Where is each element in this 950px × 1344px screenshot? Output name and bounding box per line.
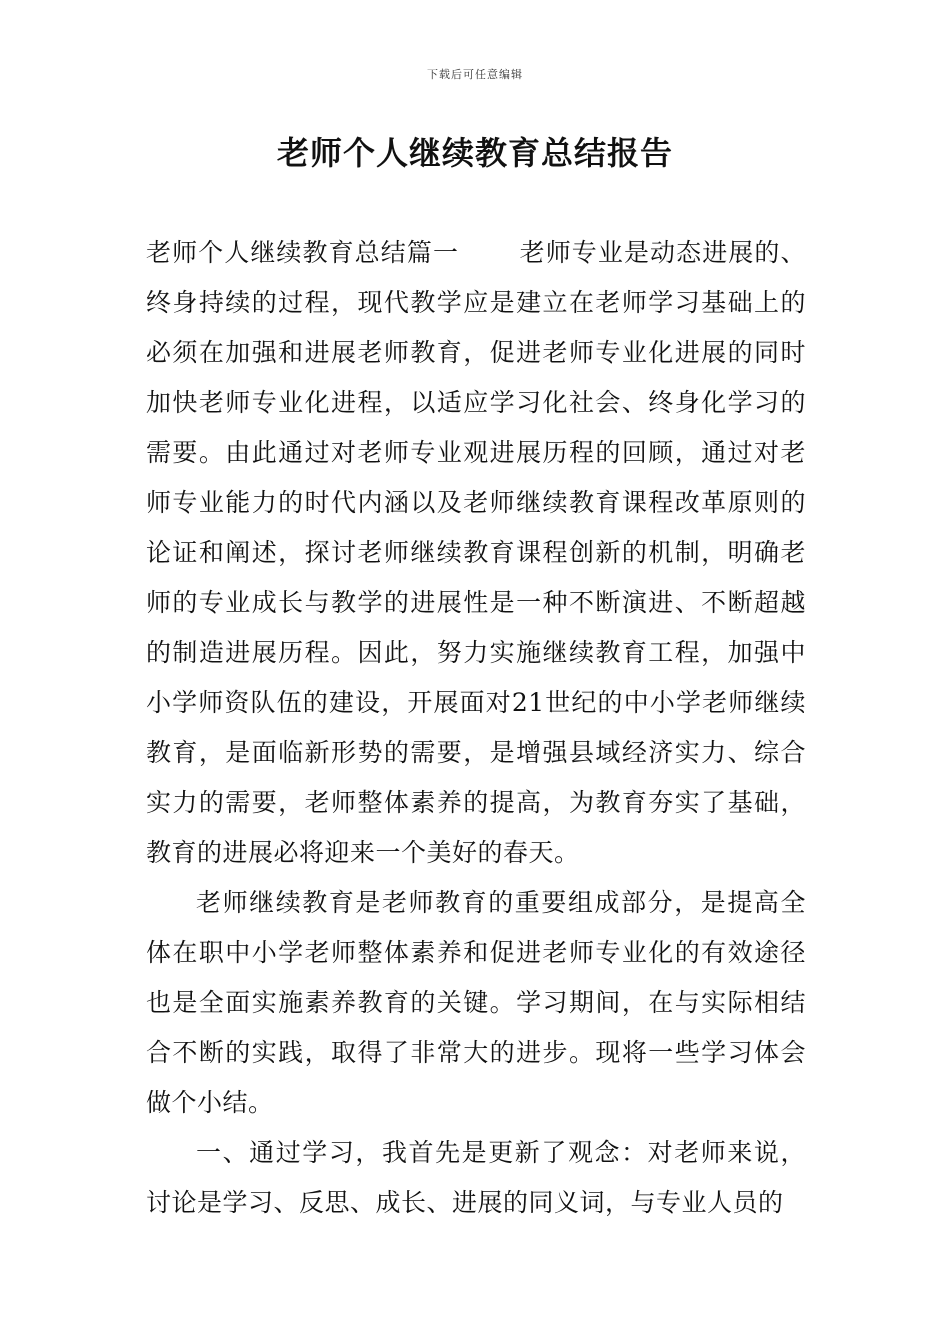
paragraph-1 [146,228,806,878]
paragraph-2: 老师继续教育是老师教育的重要组成部分，是提高全体在职中小学老师整体素养和促进老师专业化的有效途径也是全面实施素养教育的关键。学习期间，在与实际相结合不断的实践，取得了非常大的进步。现将一些学习体会做个小结。 [146,888,806,1117]
section-heading: 老师个人继续教育总结篇一 [146,238,460,267]
document-title: 老师个人继续教育总结报告 [276,134,673,172]
paragraph-3: 一、通过学习，我首先是更新了观念：对老师来说，讨论是学习、反思、成长、进展的同义词，与专业人员的 [146,1138,806,1217]
paragraph-1-text: 老师专业是动态进展的、终身持续的过程，现代教学应是建立在老师学习基础上的必须在加强和进展老师教育，促进老师专业化进展的同时加快老师专业化进程，以适应学习化社会、终身化学习的需要。由此通过对老师专业观进展历程的回顾，通过对老师专业能力的时代内涵以及老师继续教育课程改革原则的论证和阐述，探讨老师继续教育课程创新的机制，明确老师的专业成长与教学的进展性是一种不断演进、不断超越的制造进展历程。因此，努力实施继续教育工程，加强中小学师资队伍的建设，开展面对21世纪的中小学老师继续教育，是面临新形势的需要，是增强县域经济实力、综合实力的需要，老师整体素养的提高，为教育夯实了基础，教育的进展必将迎来一个美好的春天。 [146,238,806,867]
document-body [146,228,806,1228]
header-note: 下载后可任意编辑 [427,68,523,81]
